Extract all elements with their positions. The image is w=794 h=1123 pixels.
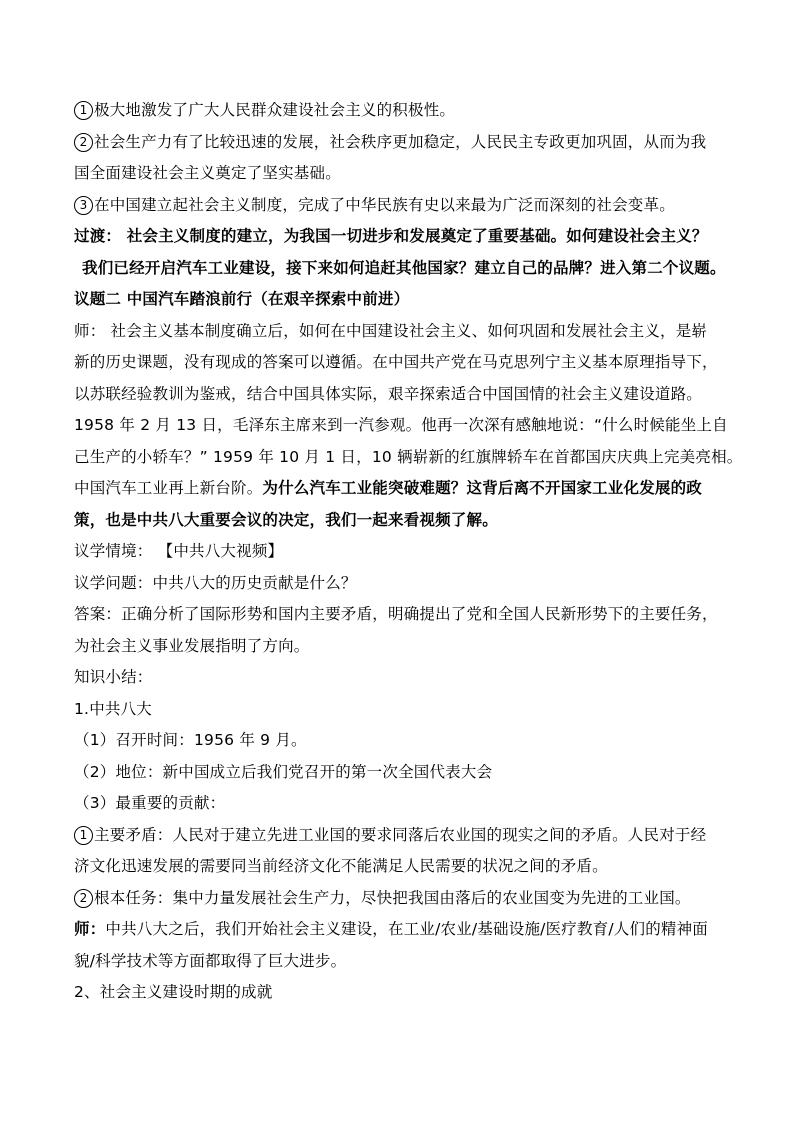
achievement-item-1 bbox=[74, 95, 734, 127]
learning-scenario: 议学情境： 【中共八大视频】 bbox=[74, 542, 284, 560]
contribution-item-2 bbox=[74, 883, 734, 915]
summary-sub-1: （1）召开时间：1956 年 9 月。 bbox=[74, 731, 307, 749]
contribution-text-2: 根本任务：集中力量发展社会生产力，尽快把我国由落后的农业国变为先进的工业国。 bbox=[94, 888, 691, 907]
history-normal-text: 中国汽车工业再上新台阶。 bbox=[74, 479, 263, 497]
achievement-item-2 bbox=[74, 127, 734, 159]
teacher-paragraph-line-3: 以苏联经验教训为鉴戒，结合中国具体实际，艰辛探索适合中国国情的社会主义建设道路。 bbox=[74, 384, 703, 403]
transition-paragraph-cont: 我们已经开启汽车工业建设，接下来如何追赶其他国家？建立自己的品牌？进入第二个议题。 bbox=[82, 258, 726, 277]
summary-item-1-heading: 1.中共八大 bbox=[74, 699, 152, 718]
teacher-paragraph: 师： 社会主义基本制度确立后，如何在中国建设社会主义、如何巩固和发展社会主义，是崭 bbox=[74, 321, 708, 340]
achievement-text-2: 社会生产力有了比较迅速的发展，社会秩序更加稳定，人民民主专政更加巩固，从而为我 bbox=[94, 132, 707, 151]
answer-paragraph-cont: 为社会主义事业发展指明了方向。 bbox=[74, 636, 310, 655]
history-paragraph: 1958 年 2 月 13 日，毛泽东主席来到一汽参观。他再一次深有感触地说：“什么时候能坐上自 bbox=[74, 416, 728, 434]
history-paragraph-line-2: 己生产的小轿车？” 1959 年 10 月 1 日，10 辆崭新的红旗牌轿车在首都国庆庆典上完美亮相。 bbox=[74, 447, 743, 466]
knowledge-summary-heading: 知识小结： bbox=[74, 668, 153, 686]
history-bold-question: 为什么汽车工业能突破难题？这背后离不开国家工业化发展的政 bbox=[262, 479, 703, 497]
teacher-paragraph-line-2: 新的历史课题，没有现成的答案可以遵循。在中国共产党在马克思列宁主义基本原理指导下， bbox=[74, 353, 718, 371]
circled-number: 1 bbox=[74, 101, 93, 120]
answer-paragraph: 答案：正确分析了国际形势和国内主要矛盾，明确提出了党和全国人民新形势下的主要任务， bbox=[74, 605, 718, 623]
history-paragraph-line-3 bbox=[74, 473, 734, 505]
circled-number: 1 bbox=[74, 826, 93, 845]
achievement-item-3 bbox=[74, 190, 734, 222]
contribution-text-1-cont: 济文化迅速发展的需要同当前经济文化不能满足人民需要的状况之间的矛盾。 bbox=[74, 857, 608, 875]
summary-sub-2: （2）地位：新中国成立后我们党召开的第一次全国代表大会 bbox=[74, 762, 493, 781]
achievement-text-1: 极大地激发了广大人民群众建设社会主义的积极性。 bbox=[94, 101, 456, 119]
contribution-item-1 bbox=[74, 820, 734, 852]
section-2-heading: 2、社会主义建设时期的成就 bbox=[74, 983, 273, 1001]
summary-sub-3: （3）最重要的贡献： bbox=[74, 794, 226, 812]
history-bold-question-cont: 策，也是中共八大重要会议的决定，我们一起来看视频了解。 bbox=[74, 510, 498, 529]
circled-number: 2 bbox=[74, 889, 93, 908]
transition-paragraph: 过渡： 社会主义制度的建立，为我国一切进步和发展奠定了重要基础。如何建设社会主义？ bbox=[74, 227, 708, 245]
achievement-text-2-cont: 国全面建设社会主义奠定了坚实基础。 bbox=[74, 164, 341, 182]
achievement-text-3: 在中国建立起社会主义制度，完成了中华民族有史以来最为广泛而深刻的社会变革。 bbox=[94, 195, 675, 214]
contribution-text-1: 主要矛盾：人民对于建立先进工业国的要求同落后农业国的现实之间的矛盾。人民对于经 bbox=[94, 825, 707, 844]
teacher-closing-paragraph-cont: 貌/科学技术等方面都取得了巨大进步。 bbox=[74, 951, 347, 970]
teacher-closing-paragraph bbox=[74, 914, 734, 946]
document-page bbox=[74, 95, 743, 1009]
learning-question: 议学问题：中共八大的历史贡献是什么？ bbox=[74, 573, 357, 592]
teacher-label: 师： bbox=[74, 920, 106, 938]
circled-number: 2 bbox=[74, 133, 93, 152]
circled-number: 3 bbox=[74, 196, 93, 215]
topic-two-heading: 议题二 中国汽车踏浪前行（在艰辛探索中前进） bbox=[74, 290, 410, 308]
teacher-closing-text: 中共八大之后，我们开始社会主义建设，在工业/农业/基础设施/医疗教育/人们的精神面 bbox=[105, 920, 708, 938]
